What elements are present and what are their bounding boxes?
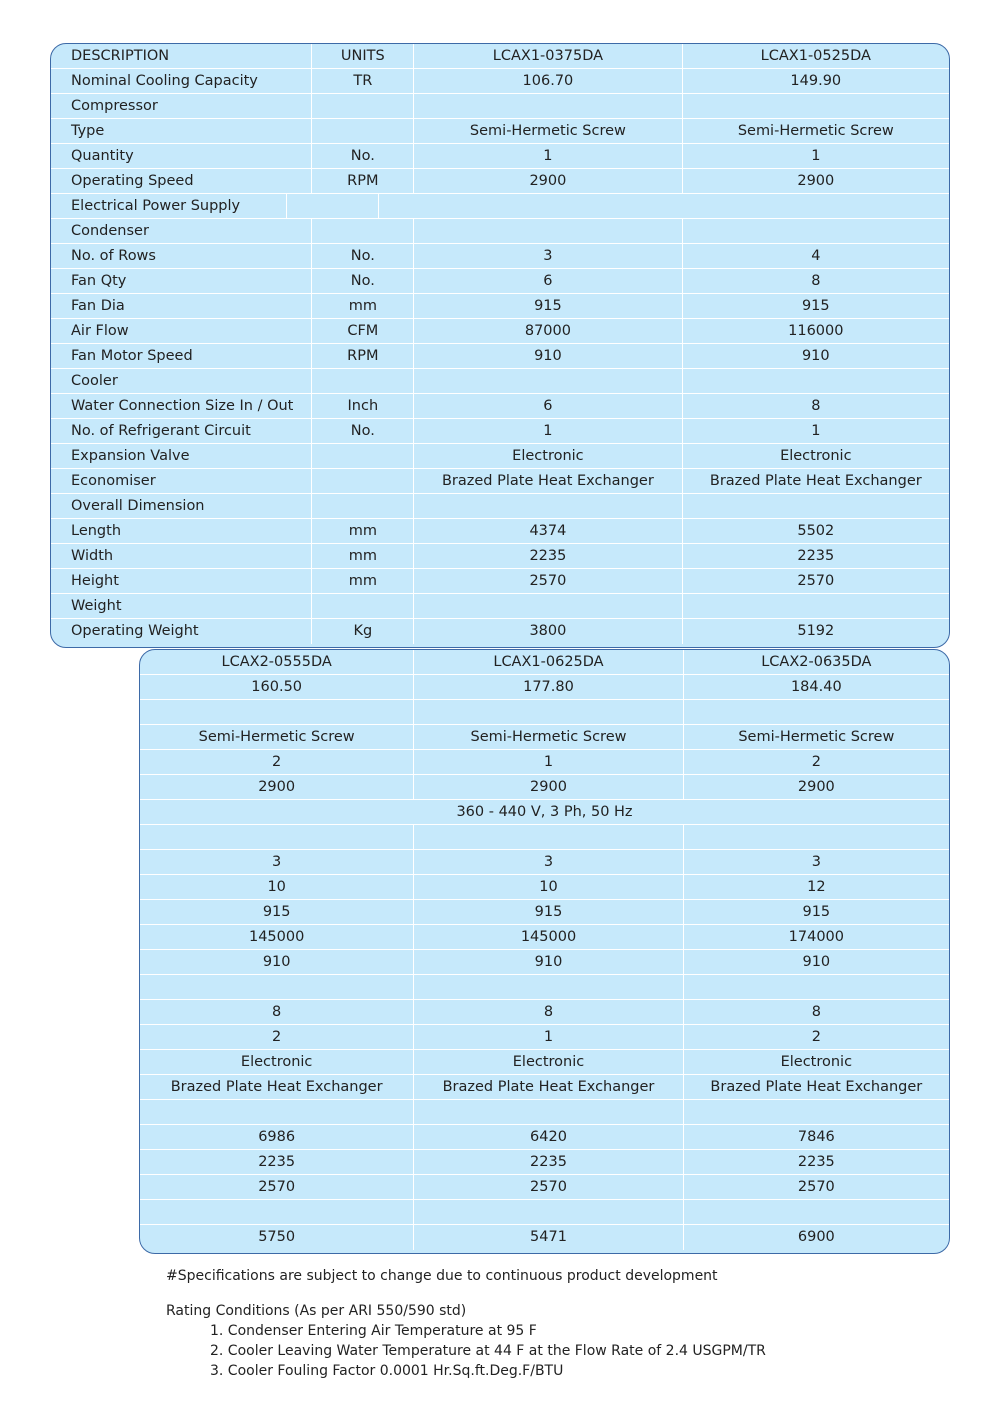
cell-value: 2 (140, 1025, 414, 1049)
row-unit: No. (312, 419, 414, 443)
cell-value: 915 (140, 900, 414, 924)
row-label: Cooler (51, 369, 312, 393)
spec-table-1 (50, 43, 950, 648)
cell-value: 8 (811, 398, 821, 414)
table-row (51, 369, 949, 394)
cell-value: 4 (811, 248, 821, 264)
cell-value: Brazed Plate Heat Exchanger (414, 1075, 683, 1099)
cell-value: 3 (414, 850, 683, 874)
cell-value (683, 369, 949, 393)
table-row (51, 269, 949, 294)
cell-value: 160.50 (140, 675, 414, 699)
cell-value: 910 (414, 950, 683, 974)
cell-value: 2235 (140, 1150, 414, 1174)
cell-value: 149.90 (790, 73, 842, 89)
cell-value: 12 (807, 879, 826, 895)
cell-value: 87000 (414, 319, 682, 343)
cell-value (414, 1200, 683, 1224)
header-model: LCAX1-0375DA (414, 44, 682, 68)
header-model: LCAX1-0625DA (414, 650, 683, 674)
cell-value: 6 (414, 269, 682, 293)
row-label: Length (51, 519, 312, 543)
row-unit (312, 494, 414, 518)
cell-value: 6420 (414, 1125, 683, 1149)
cell-value: Brazed Plate Heat Exchanger (140, 1075, 414, 1099)
row-unit: RPM (312, 169, 414, 193)
cell-value: 1 (414, 1025, 683, 1049)
cell-value: 2900 (797, 779, 835, 795)
cell-value (414, 94, 682, 118)
table-row (51, 544, 949, 569)
row-label: Condenser (51, 219, 312, 243)
cell-value (140, 1100, 414, 1124)
cell-value: 6900 (797, 1229, 835, 1245)
cell-value: 2235 (797, 1154, 835, 1170)
row-label: Type (51, 119, 312, 143)
row-unit: No. (312, 144, 414, 168)
cell-value: 2 (140, 750, 414, 774)
cell-value: 1 (414, 144, 682, 168)
table-row (140, 825, 949, 850)
cell-value: 6 (414, 394, 682, 418)
row-unit: mm (312, 569, 414, 593)
cell-value: 106.70 (414, 69, 682, 93)
table-row (140, 800, 949, 825)
table-row (140, 1025, 949, 1050)
row-label: Height (51, 569, 312, 593)
row-label: Quantity (51, 144, 312, 168)
table-row (140, 750, 949, 775)
cell-value (684, 975, 949, 999)
cell-value: 2570 (140, 1175, 414, 1199)
cell-value (683, 594, 949, 618)
cell-value: 8 (140, 1000, 414, 1024)
cell-value: 177.80 (414, 675, 683, 699)
table-row (51, 94, 949, 119)
table-row (140, 1175, 949, 1200)
cell-value: 8 (811, 273, 821, 289)
cell-value: Electronic (780, 448, 852, 464)
row-unit: RPM (312, 344, 414, 368)
row-unit (312, 219, 414, 243)
cell-value: 145000 (140, 925, 414, 949)
table-row (51, 244, 949, 269)
cell-value (414, 975, 683, 999)
cell-value: Semi-Hermetic Screw (738, 729, 895, 745)
table-header-row (51, 44, 949, 69)
table-header-row (140, 650, 949, 675)
table-row (140, 900, 949, 925)
row-unit (312, 444, 414, 468)
cell-value: 1 (811, 148, 821, 164)
rating-condition-item: 1. Condenser Entering Air Temperature at 95 F (210, 1323, 537, 1339)
cell-value: Semi-Hermetic Screw (414, 725, 683, 749)
cell-value: Brazed Plate Heat Exchanger (710, 1079, 923, 1095)
table-row (51, 219, 949, 244)
rating-condition-item: 2. Cooler Leaving Water Temperature at 44 F at the Flow Rate of 2.4 USGPM/TR (210, 1343, 766, 1359)
row-unit (287, 194, 378, 218)
cell-value: 3 (414, 244, 682, 268)
cell-value: 5192 (797, 623, 835, 639)
cell-value: 2900 (414, 775, 683, 799)
table-row (140, 700, 949, 725)
cell-value: 2235 (414, 1150, 683, 1174)
cell-value (684, 700, 949, 724)
cell-value: 915 (414, 294, 682, 318)
row-unit: Inch (312, 394, 414, 418)
row-label: Operating Speed (51, 169, 312, 193)
cell-value: 3800 (414, 619, 682, 644)
table-row (51, 494, 949, 519)
header-model: LCAX2-0635DA (761, 654, 872, 670)
cell-value: 6986 (140, 1125, 414, 1149)
cell-value (414, 219, 682, 243)
cell-value: 8 (414, 1000, 683, 1024)
cell-value (140, 825, 414, 849)
cell-value (414, 825, 683, 849)
cell-value: 2900 (414, 169, 682, 193)
cell-value: 174000 (788, 929, 844, 945)
cell-value: 4374 (414, 519, 682, 543)
table-row (140, 850, 949, 875)
cell-value: 3 (811, 854, 821, 870)
cell-value: 116000 (788, 323, 844, 339)
row-label: No. of Refrigerant Circuit (51, 419, 312, 443)
cell-value (414, 594, 682, 618)
table-row (51, 394, 949, 419)
cell-value: 145000 (414, 925, 683, 949)
cell-value: 2570 (414, 1175, 683, 1199)
cell-value: 5471 (414, 1225, 683, 1250)
cell-value (414, 1100, 683, 1124)
row-label: Fan Dia (51, 294, 312, 318)
row-label: Operating Weight (51, 619, 312, 644)
cell-value: 2570 (797, 1179, 835, 1195)
cell-value (140, 1200, 414, 1224)
cell-value: Semi-Hermetic Screw (414, 119, 682, 143)
cell-value (414, 494, 682, 518)
cell-value (684, 1100, 949, 1124)
cell-value: Brazed Plate Heat Exchanger (414, 469, 682, 493)
header-description: DESCRIPTION (51, 44, 312, 68)
cell-value (683, 219, 949, 243)
cell-value: 2900 (140, 775, 414, 799)
table-row (140, 1125, 949, 1150)
rating-condition-item: 3. Cooler Fouling Factor 0.0001 Hr.Sq.ft.Deg.F/BTU (210, 1363, 564, 1379)
row-unit: mm (312, 519, 414, 543)
cell-value (683, 94, 949, 118)
row-unit: No. (312, 244, 414, 268)
table-row (140, 925, 949, 950)
row-label: Expansion Valve (51, 444, 312, 468)
table-row (140, 675, 949, 700)
table-row (51, 144, 949, 169)
spec-table-2 (139, 649, 950, 1254)
power-supply-value: 360 - 440 V, 3 Ph, 50 Hz (456, 804, 633, 820)
row-label: Economiser (51, 469, 312, 493)
cell-value: Electronic (780, 1054, 853, 1070)
cell-value: 915 (414, 900, 683, 924)
cell-value: 2 (811, 1029, 821, 1045)
cell-value: 910 (802, 954, 831, 970)
cell-value: 2570 (797, 573, 835, 589)
row-unit (312, 119, 414, 143)
table-row (140, 725, 949, 750)
row-label: Compressor (51, 94, 312, 118)
cell-value: 2235 (414, 544, 682, 568)
table-row (140, 1100, 949, 1125)
row-label: No. of Rows (51, 244, 312, 268)
table-row (51, 69, 949, 94)
row-label: Overall Dimension (51, 494, 312, 518)
cell-value: 2235 (797, 548, 835, 564)
cell-value (379, 194, 949, 218)
row-unit: mm (312, 294, 414, 318)
cell-value: 184.40 (790, 679, 842, 695)
header-model: LCAX1-0525DA (760, 48, 871, 64)
table-row (51, 444, 949, 469)
row-label: Electrical Power Supply (51, 194, 287, 218)
header-units: UNITS (312, 44, 414, 68)
cell-value (414, 369, 682, 393)
cell-value: 1 (414, 750, 683, 774)
cell-value: 10 (414, 875, 683, 899)
cell-value: 2 (811, 754, 821, 770)
table-row (51, 194, 949, 219)
table-row (51, 569, 949, 594)
cell-value: 910 (801, 348, 830, 364)
row-label: Fan Motor Speed (51, 344, 312, 368)
row-label: Air Flow (51, 319, 312, 343)
cell-value: 2570 (414, 569, 682, 593)
table-row (140, 875, 949, 900)
row-unit: No. (312, 269, 414, 293)
row-label: Weight (51, 594, 312, 618)
cell-value: 7846 (797, 1129, 835, 1145)
disclaimer-note: #Specifications are subject to change due to continuous product development (166, 1268, 718, 1284)
row-unit (312, 369, 414, 393)
table-row (140, 1075, 949, 1100)
row-label: Fan Qty (51, 269, 312, 293)
table-row (51, 344, 949, 369)
table-row (140, 1050, 949, 1075)
table-row (140, 1200, 949, 1225)
cell-value (414, 700, 683, 724)
row-unit: mm (312, 544, 414, 568)
row-unit: TR (312, 69, 414, 93)
row-label: Water Connection Size In / Out (51, 394, 312, 418)
table-row (140, 775, 949, 800)
row-unit: Kg (312, 619, 414, 644)
cell-value (140, 700, 414, 724)
table-row (51, 119, 949, 144)
cell-value (684, 825, 949, 849)
row-unit: CFM (312, 319, 414, 343)
cell-value: 915 (802, 904, 831, 920)
row-unit (312, 594, 414, 618)
table-row (140, 975, 949, 1000)
cell-value: Semi-Hermetic Screw (737, 123, 894, 139)
cell-value: 3 (140, 850, 414, 874)
table-row (51, 519, 949, 544)
cell-value: 8 (811, 1004, 821, 1020)
table-row (51, 469, 949, 494)
rating-conditions-title: Rating Conditions (As per ARI 550/590 std) (166, 1303, 467, 1319)
cell-value: Electronic (414, 1050, 683, 1074)
row-label: Width (51, 544, 312, 568)
table-row (140, 1000, 949, 1025)
cell-value: 910 (414, 344, 682, 368)
table-row (51, 594, 949, 619)
table-row (51, 169, 949, 194)
cell-value: 1 (414, 419, 682, 443)
table-row (51, 294, 949, 319)
cell-value: Brazed Plate Heat Exchanger (709, 473, 922, 489)
table-row (140, 950, 949, 975)
cell-value: Electronic (414, 444, 682, 468)
row-unit (312, 469, 414, 493)
cell-value (684, 1200, 949, 1224)
cell-value: Semi-Hermetic Screw (140, 725, 414, 749)
cell-value: 910 (140, 950, 414, 974)
cell-value: 2900 (797, 173, 835, 189)
cell-value (683, 494, 949, 518)
cell-value: 5502 (797, 523, 835, 539)
header-model: LCAX2-0555DA (140, 650, 414, 674)
table-row (140, 1225, 949, 1250)
row-unit (312, 94, 414, 118)
table-row (51, 319, 949, 344)
cell-value: 1 (811, 423, 821, 439)
cell-value: 5750 (140, 1225, 414, 1250)
cell-value: Electronic (140, 1050, 414, 1074)
cell-value: 10 (140, 875, 414, 899)
table-row (51, 619, 949, 644)
row-label: Nominal Cooling Capacity (51, 69, 312, 93)
table-row (51, 419, 949, 444)
cell-value (140, 975, 414, 999)
cell-value: 915 (801, 298, 830, 314)
table-row (140, 1150, 949, 1175)
